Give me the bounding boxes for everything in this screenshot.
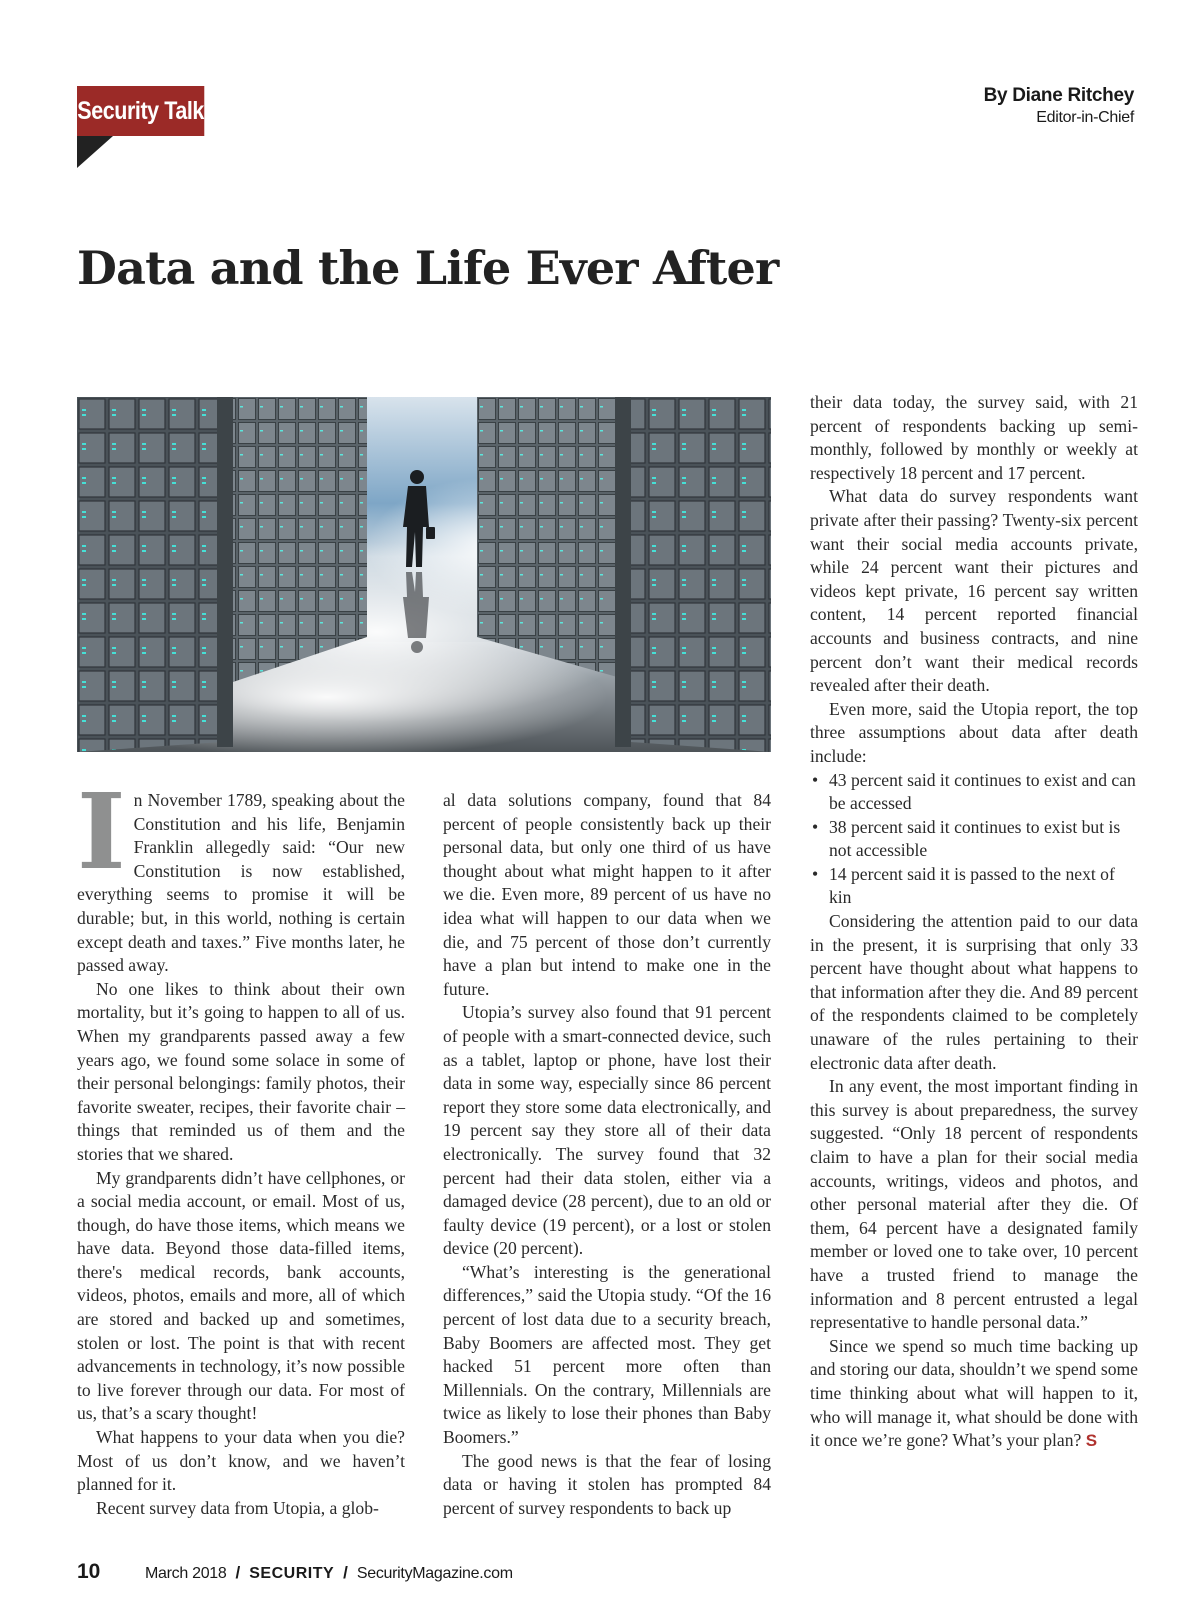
paragraph: Since we spend so much time backing up and storing our data, shouldn’t we spend some time thinking about what will happen to it, who will manage it, what should be done with it once we’re gone? What’s your plan? S: [810, 1335, 1138, 1451]
list-item: • 38 percent said it continues to exist but is not accessible: [810, 816, 1138, 863]
paragraph: In November 1789, speaking about the Constitution and his life, Benjamin Franklin allegedly said: “Our new Constitution is now established, everything seems to promise it will be durable; but, in this world, nothing is certain except death and taxes.” Five months later, he passed away.: [77, 770, 405, 976]
article-title: Data and the Life Ever After: [77, 241, 779, 295]
paragraph: Recent survey data from Utopia, a glob-: [96, 1497, 379, 1518]
column-3: [810, 391, 1138, 1453]
page-number: 10: [77, 1560, 101, 1583]
section-tag: Security Talk: [77, 86, 204, 136]
paragraph: Considering the attention paid to our data in the present, it is surprising that only 33 percent have thought about what happens to that information after they die. And 89 percent of the respondents claimed to be completely unaware of the rules pertaining to their electronic data after death.: [810, 911, 1138, 1073]
list-item: • 14 percent said it is passed to the next of kin: [810, 863, 1138, 910]
paragraph: Even more, said the Utopia report, the top three assumptions about data after death include:: [810, 698, 1138, 766]
paragraph: Utopia’s survey also found that 91 percent of people with a smart-connected device, such as a tablet, laptop or phone, have lost their data in some way, especially since 86 percent report they store some data electronically, and 19 percent say they store all of their data electronically. The survey found that 32 percent had their data stolen, either via a damaged device (28 percent), due to an old or faulty device (19 percent), or a lost or stolen device (20 percent).: [443, 1002, 771, 1259]
issue-date: March 2018: [145, 1565, 227, 1582]
list-item: • 43 percent said it continues to exist and can be accessed: [810, 769, 1138, 816]
paragraph: their data today, the survey said, with 21 percent of respondents backing up semi-monthly, followed by monthly or weekly at respectively 18 percent and 17 percent.: [810, 392, 1138, 483]
byline: [984, 84, 1134, 128]
byline-author: By Diane Ritchey: [983, 85, 1134, 106]
paragraph: What happens to your data when you die? Most of us don’t know, and we haven’t planned for it.: [77, 1427, 405, 1495]
drop-cap: I: [77, 770, 126, 893]
section-tag-pointer: [77, 136, 113, 168]
column-1: [77, 770, 405, 1520]
page-footer: [77, 1560, 513, 1584]
paragraph: The good news is that the fear of losing data or having it stolen has prompted 84 percent of survey respondents to back up: [443, 1450, 771, 1518]
paragraph: What data do survey respondents want private after their passing? Twenty-six percent want their social media accounts private, while 24 percent want their pictures and videos kept private, 16 percent say written content, 14 percent reported financial accounts and business contracts, and nine percent don’t want their medical records revealed after their death.: [810, 486, 1138, 696]
paragraph: al data solutions company, found that 84 percent of people consistently back up their personal data, but only one third of us have thought about what might happen to it after we die. Even more, 89 percent of us have no idea what will happen to our data when we die, and 75 percent of those don’t currently have a plan but intend to make one in the future.: [443, 790, 771, 999]
paragraph: In any event, the most important finding in this survey is about preparedness, the survey suggested. “Only 18 percent of respondents claim to have a plan for their social media accounts, writings, videos and photos, and other personal material after they die. Of them, 64 percent have a designated family member or loved one to take over, 10 percent have a trusted friend to manage the information and 8 percent entrusted a legal representative to handle personal data.”: [810, 1076, 1138, 1333]
paragraph: My grandparents didn’t have cellphones, or a social media account, or email. Most of us, though, do have those items, which means we have data. Beyond those data-filled items, there's medical records, bank accounts, videos, photos, emails and more, all of which are stored and backed up and sometimes, stolen or lost. The point is that with recent advancements in technology, it’s now possible to live forever through our data. For most of us, that’s a scary thought!: [77, 1167, 405, 1424]
magazine-name: SECURITY: [249, 1565, 335, 1582]
end-mark: S: [1085, 1431, 1098, 1451]
column-2: [443, 789, 771, 1520]
byline-role: Editor-in-Chief: [1036, 109, 1134, 126]
footer-separator: /: [343, 1563, 348, 1582]
paragraph: “What’s interesting is the generational differences,” said the Utopia study. “Of the 16 percent of lost data due to a security breach, Baby Boomers are affected most. They get hacked 51 percent more often than Millennials. On the contrary, Millennials are twice as likely to lose their phones than Baby Boomers.”: [443, 1261, 771, 1448]
assumption-list: [810, 769, 1138, 911]
footer-separator: /: [235, 1563, 241, 1582]
magazine-website: SecurityMagazine.com: [356, 1565, 513, 1582]
hero-image: [77, 397, 771, 752]
paragraph: No one likes to think about their own mortality, but it’s going to happen to all of us. When my grandparents passed away a few years ago, we found some solace in some of their personal belongings: family photos, their favorite sweater, recipes, their favorite chair – things that reminded us of them and the stories that we shared.: [77, 978, 405, 1164]
